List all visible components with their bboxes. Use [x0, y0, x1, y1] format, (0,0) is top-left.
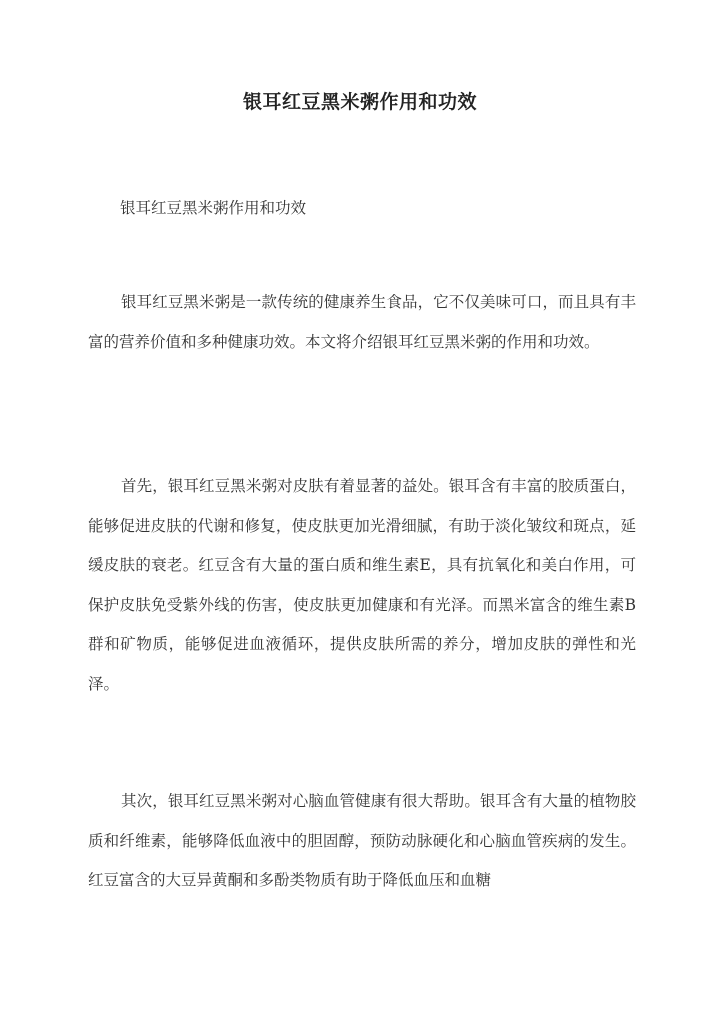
paragraph-skin-benefits: 首先，银耳红豆黑米粥对皮肤有着显著的益处。银耳含有丰富的胶质蛋白，能够促进皮肤的代谢和修复，使皮肤更加光滑细腻，有助于淡化皱纹和斑点，延缓皮肤的衰老。红豆含有大量的蛋白质和维生素E，具有抗氧化和美白作用，可保护皮肤免受紫外线的伤害，使皮肤更加健康和有光泽。而黑米富含的维生素B群和矿物质，能够促进血液循环，提供皮肤所需的养分，增加皮肤的弹性和光泽。 [88, 477, 636, 693]
document-subtitle: 银耳红豆黑米粥作用和功效 [120, 199, 307, 217]
paragraph-cardio-benefits: 其次，银耳红豆黑米粥对心脑血管健康有很大帮助。银耳含有大量的植物胶质和纤维素，能够降低血液中的胆固醇，预防动脉硬化和心脑血管疾病的发生。红豆富含的大豆异黄酮和多酚类物质有助于降低血压和血糖 [88, 792, 636, 889]
paragraph-intro: 银耳红豆黑米粥是一款传统的健康养生食品，它不仅美味可口，而且具有丰富的营养价值和多种健康功效。本文将介绍银耳红豆黑米粥的作用和功效。 [88, 293, 636, 351]
document-title: 银耳红豆黑米粥作用和功效 [242, 91, 477, 113]
